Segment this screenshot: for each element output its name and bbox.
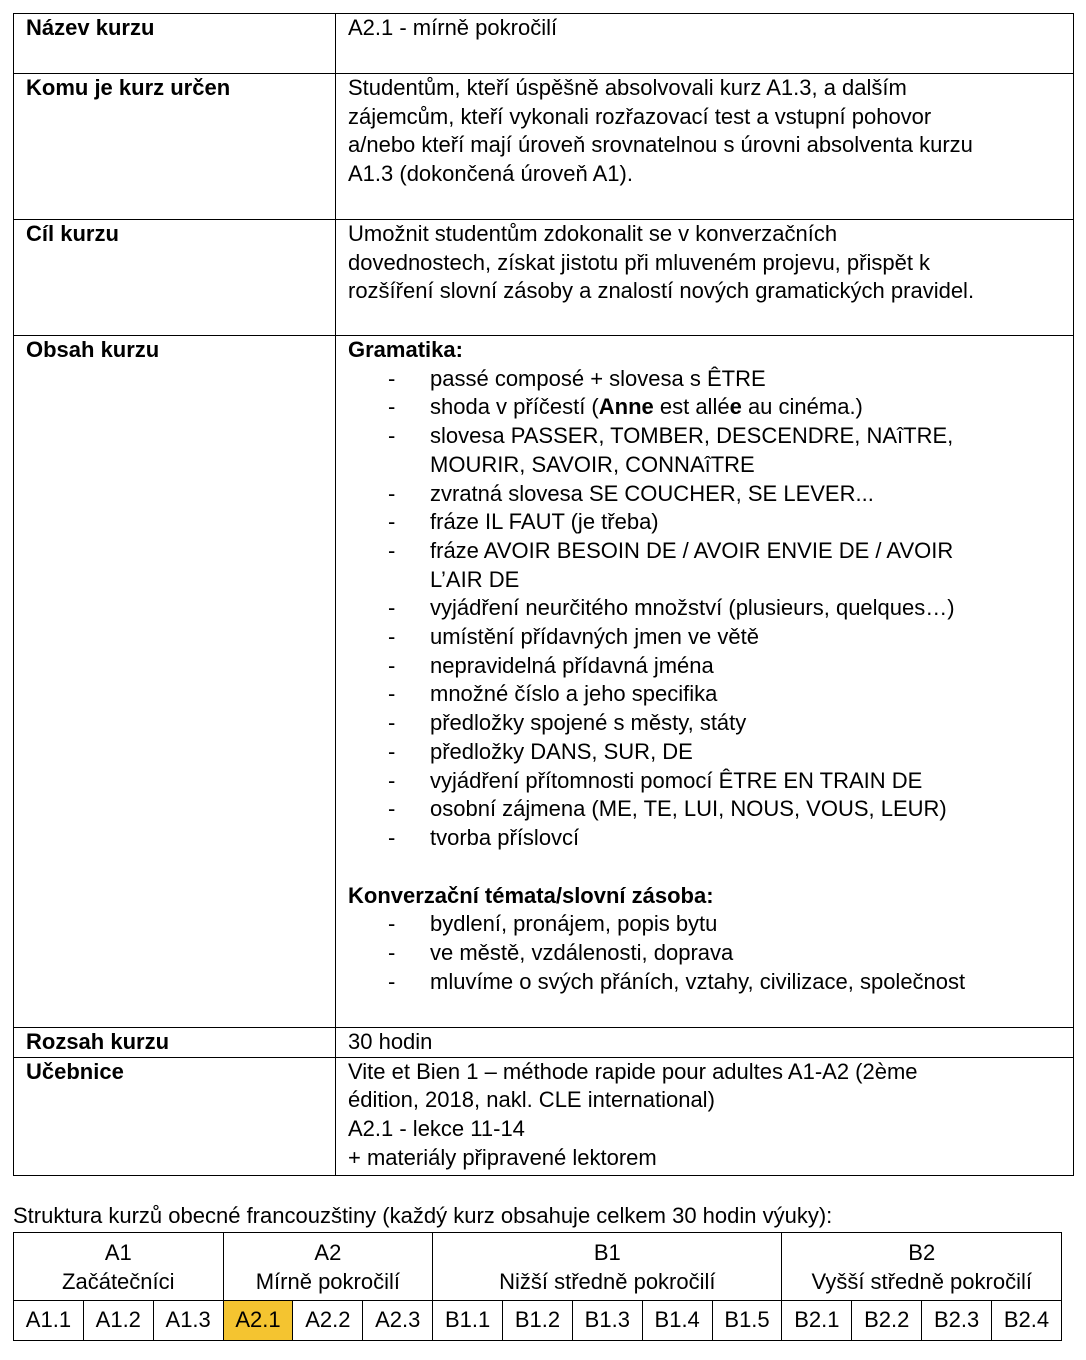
textbooks-label: Učebnice — [14, 1057, 336, 1175]
level-code: A2 — [314, 1239, 342, 1265]
level-name: Mírně pokročilí — [255, 1268, 400, 1294]
course-cell: A2.3 — [363, 1301, 433, 1341]
grammar-item-text: nepravidelná přídavná jména — [430, 652, 714, 678]
course-name-value: A2.1 - mírně pokročilí — [336, 14, 1074, 74]
audience-value — [336, 74, 1074, 220]
course-cell-current: A2.1 — [223, 1301, 293, 1341]
dash-marker: - — [388, 681, 396, 707]
level-name: Začátečníci — [62, 1268, 175, 1294]
dash-marker: - — [388, 624, 396, 650]
course-cell: B1.4 — [642, 1301, 712, 1341]
grammar-item — [348, 680, 1063, 709]
audience-line: Studentům, kteří úspěšně absolvovali kurz A1.3, a dalším — [348, 75, 907, 100]
goal-line: rozšíření slovní zásoby a znalostí nových gramatických pravidel. — [348, 278, 975, 304]
course-cell: B2.1 — [782, 1301, 852, 1341]
grammar-item-text: est allé — [653, 394, 730, 420]
course-cell: A1.1 — [14, 1301, 84, 1341]
level-name: Vyšší středně pokročilí — [811, 1268, 1032, 1294]
topic-item — [348, 968, 1063, 997]
level-name: Nižší středně pokročilí — [499, 1268, 716, 1294]
dash-marker: - — [388, 537, 396, 563]
grammar-item — [348, 537, 1063, 594]
topic-item — [348, 910, 1063, 939]
grammar-item — [348, 767, 1063, 796]
grammar-item-bold: e — [729, 394, 742, 420]
grammar-item — [348, 795, 1063, 824]
topic-item-text: ve městě, vzdálenosti, doprava — [430, 940, 734, 966]
dash-marker: - — [388, 767, 396, 793]
grammar-item-text: umístění přídavných jmen ve větě — [430, 624, 759, 650]
topics-list — [348, 910, 1063, 996]
grammar-item — [348, 393, 1063, 422]
grammar-item-text: předložky spojené s městy, státy — [430, 710, 747, 736]
range-value: 30 hodin — [336, 1028, 1074, 1058]
course-cell: B2.2 — [852, 1301, 922, 1341]
range-label: Rozsah kurzu — [14, 1028, 336, 1058]
content-label: Obsah kurzu — [14, 336, 336, 1028]
level-a2 — [223, 1233, 433, 1301]
grammar-item — [348, 709, 1063, 738]
goal-value — [336, 220, 1074, 336]
dash-marker: - — [388, 423, 396, 449]
grammar-item-text: au cinéma.) — [741, 394, 863, 420]
grammar-item — [348, 422, 1063, 479]
topic-item — [348, 939, 1063, 968]
dash-marker: - — [388, 968, 396, 994]
dash-marker: - — [388, 738, 396, 764]
dash-marker: - — [388, 394, 396, 420]
course-cell: B1.1 — [433, 1301, 503, 1341]
grammar-item-text: osobní zájmena (ME, TE, LUI, NOUS, VOUS, LEUR) — [430, 796, 947, 822]
grammar-item — [348, 623, 1063, 652]
textbook-line: A2.1 - lekce 11-14 — [348, 1116, 525, 1142]
course-name-label: Název kurzu — [14, 14, 336, 74]
topic-item-text: bydlení, pronájem, popis bytu — [430, 911, 718, 937]
grammar-item-text: vyjádření přítomnosti pomocí ÊTRE EN TRAIN DE — [430, 767, 923, 793]
dash-marker: - — [388, 911, 396, 937]
course-codes-row — [14, 1301, 1062, 1341]
dash-marker: - — [388, 652, 396, 678]
course-info-table — [13, 13, 1074, 1176]
grammar-item-text: fráze IL FAUT (je třeba) — [430, 509, 659, 535]
level-code: B2 — [908, 1239, 936, 1265]
grammar-item — [348, 594, 1063, 623]
course-cell: A1.2 — [83, 1301, 153, 1341]
dash-marker: - — [388, 710, 396, 736]
level-code: B1 — [593, 1239, 621, 1265]
grammar-item-text: slovesa PASSER, TOMBER, DESCENDRE, NAîTRE, — [430, 423, 954, 449]
dash-marker: - — [388, 509, 396, 535]
course-cell: B1.2 — [503, 1301, 573, 1341]
row-content — [14, 336, 1074, 1028]
grammar-list — [348, 365, 1063, 853]
course-cell: A2.2 — [293, 1301, 363, 1341]
grammar-item — [348, 508, 1063, 537]
grammar-item-text: passé composé + slovesa s ÊTRE — [430, 365, 766, 391]
course-structure-table — [13, 1232, 1062, 1341]
grammar-item-text: předložky DANS, SUR, DE — [430, 738, 693, 764]
course-cell: B2.3 — [922, 1301, 992, 1341]
grammar-item-text: množné číslo a jeho specifika — [430, 681, 718, 707]
row-goal — [14, 220, 1074, 336]
goal-label: Cíl kurzu — [14, 220, 336, 336]
grammar-item-continuation: MOURIR, SAVOIR, CONNAîTRE — [430, 451, 755, 477]
dash-marker: - — [388, 824, 396, 850]
goal-line: dovednostech, získat jistotu při mluveném projevu, přispět k — [348, 249, 931, 275]
level-header-row — [14, 1233, 1062, 1301]
grammar-item — [348, 738, 1063, 767]
grammar-item — [348, 480, 1063, 509]
content-value — [336, 336, 1074, 1028]
course-cell: A1.3 — [153, 1301, 223, 1341]
topics-heading: Konverzační témata/slovní zásoba: — [348, 882, 714, 908]
goal-line: Umožnit studentům zdokonalit se v konverzačních — [348, 221, 838, 246]
grammar-item — [348, 365, 1063, 394]
audience-line: zájemcům, kteří vykonali rozřazovací test a vstupní pohovor — [348, 103, 932, 129]
grammar-item-bold: Anne — [598, 394, 654, 420]
grammar-item-text: fráze AVOIR BESOIN DE / AVOIR ENVIE DE / AVOIR — [430, 537, 954, 563]
level-b1 — [433, 1233, 782, 1301]
grammar-item — [348, 652, 1063, 681]
dash-marker: - — [388, 796, 396, 822]
row-textbooks — [14, 1057, 1074, 1175]
audience-line: A1.3 (dokončená úroveň A1). — [348, 161, 633, 187]
audience-line: a/nebo kteří mají úroveň srovnatelnou s úrovni absolventa kurzu — [348, 132, 973, 158]
grammar-item-text: zvratná slovesa SE COUCHER, SE LEVER... — [430, 480, 874, 506]
level-b2 — [782, 1233, 1062, 1301]
dash-marker: - — [388, 480, 396, 506]
row-course-name — [14, 14, 1074, 74]
grammar-item-text: vyjádření neurčitého množství (plusieurs, quelques…) — [430, 595, 955, 621]
level-code: A1 — [104, 1239, 132, 1265]
structure-caption: Struktura kurzů obecné francouzštiny (každý kurz obsahuje celkem 30 hodin výuky): — [13, 1203, 833, 1228]
dash-marker: - — [388, 595, 396, 621]
grammar-item — [348, 824, 1063, 853]
textbooks-value — [336, 1057, 1074, 1175]
topic-item-text: mluvíme o svých přáních, vztahy, civilizace, společnost — [430, 968, 966, 994]
grammar-heading: Gramatika: — [348, 337, 463, 362]
grammar-item-continuation: L’AIR DE — [430, 566, 520, 592]
dash-marker: - — [388, 940, 396, 966]
grammar-item-text: tvorba příslovcí — [430, 824, 580, 850]
audience-label: Komu je kurz určen — [14, 74, 336, 220]
textbook-line: édition, 2018, nakl. CLE international) — [348, 1087, 715, 1113]
level-a1 — [14, 1233, 224, 1301]
textbook-line: + materiály připravené lektorem — [348, 1144, 657, 1170]
dash-marker: - — [388, 365, 396, 391]
course-cell: B1.3 — [572, 1301, 642, 1341]
course-cell: B1.5 — [712, 1301, 782, 1341]
row-range — [14, 1028, 1074, 1058]
textbook-line: Vite et Bien 1 – méthode rapide pour adultes A1-A2 (2ème — [348, 1058, 918, 1084]
course-cell: B2.4 — [992, 1301, 1062, 1341]
grammar-item-text: shoda v příčestí ( — [430, 394, 599, 420]
row-audience — [14, 74, 1074, 220]
